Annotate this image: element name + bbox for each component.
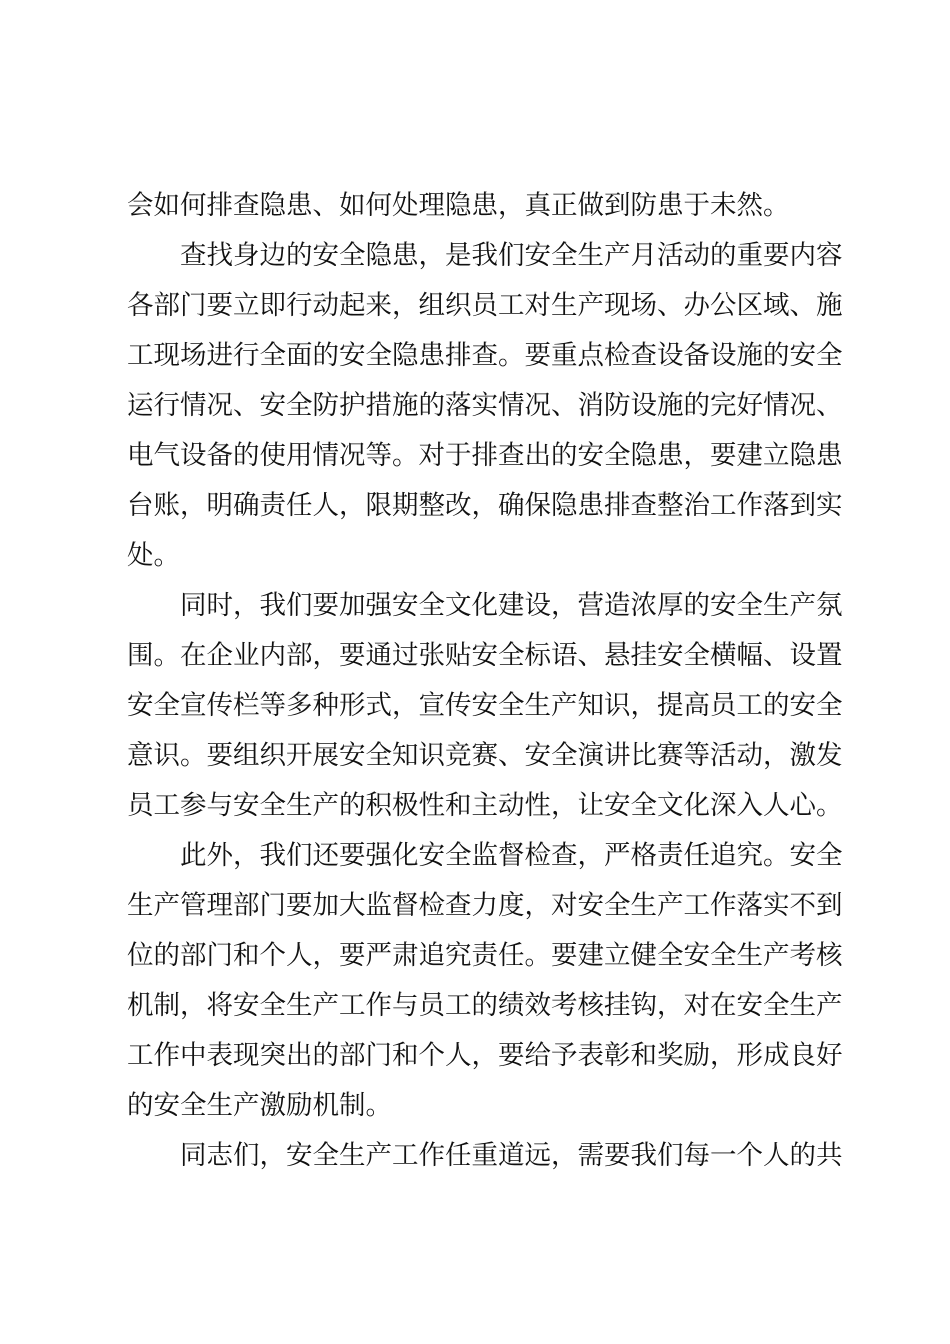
text-line: 工作中表现突出的部门和个人，要给予表彰和奖励，形成良好 (127, 1040, 843, 1071)
text-line: 机制，将安全生产工作与员工的绩效考核挂钩，对在安全生产 (127, 990, 843, 1021)
text-line: 工现场进行全面的安全隐患排查。要重点检查设备设施的安全 (127, 340, 843, 371)
paragraph (127, 831, 843, 1131)
text-line: 意识。要组织开展安全知识竞赛、安全演讲比赛等活动，激发 (127, 740, 843, 771)
text-line: 查找身边的安全隐患，是我们安全生产月活动的重要内容 (180, 240, 843, 271)
text-line: 会如何排查隐患、如何处理隐患，真正做到防患于未然。 (127, 190, 790, 221)
text-line: 的安全生产激励机制。 (127, 1090, 392, 1121)
text-line: 围。在企业内部，要通过张贴安全标语、悬挂安全横幅、设置 (127, 640, 843, 671)
document-body (127, 181, 843, 1181)
text-line: 处。 (127, 540, 180, 571)
text-line: 各部门要立即行动起来，组织员工对生产现场、办公区域、施 (127, 290, 843, 321)
text-line: 台账，明确责任人，限期整改，确保隐患排查整治工作落到实 (127, 490, 843, 521)
paragraph (127, 1131, 843, 1181)
text-line: 安全宣传栏等多种形式，宣传安全生产知识，提高员工的安全 (127, 690, 843, 721)
text-line: 位的部门和个人，要严肃追究责任。要建立健全安全生产考核 (127, 940, 843, 971)
text-line: 运行情况、安全防护措施的落实情况、消防设施的完好情况、 (127, 390, 843, 421)
text-line: 此外，我们还要强化安全监督检查，严格责任追究。安全 (180, 840, 843, 871)
paragraph (127, 581, 843, 831)
text-line: 员工参与安全生产的积极性和主动性，让安全文化深入人心。 (127, 790, 843, 821)
text-line: 电气设备的使用情况等。对于排查出的安全隐患，要建立隐患 (127, 440, 843, 471)
paragraph (127, 181, 833, 231)
text-line: 同志们，安全生产工作任重道远，需要我们每一个人的共 (180, 1140, 843, 1171)
paragraph (127, 231, 843, 581)
text-line: 同时，我们要加强安全文化建设，营造浓厚的安全生产氛 (180, 590, 843, 621)
text-line: 生产管理部门要加大监督检查力度，对安全生产工作落实不到 (127, 890, 843, 921)
